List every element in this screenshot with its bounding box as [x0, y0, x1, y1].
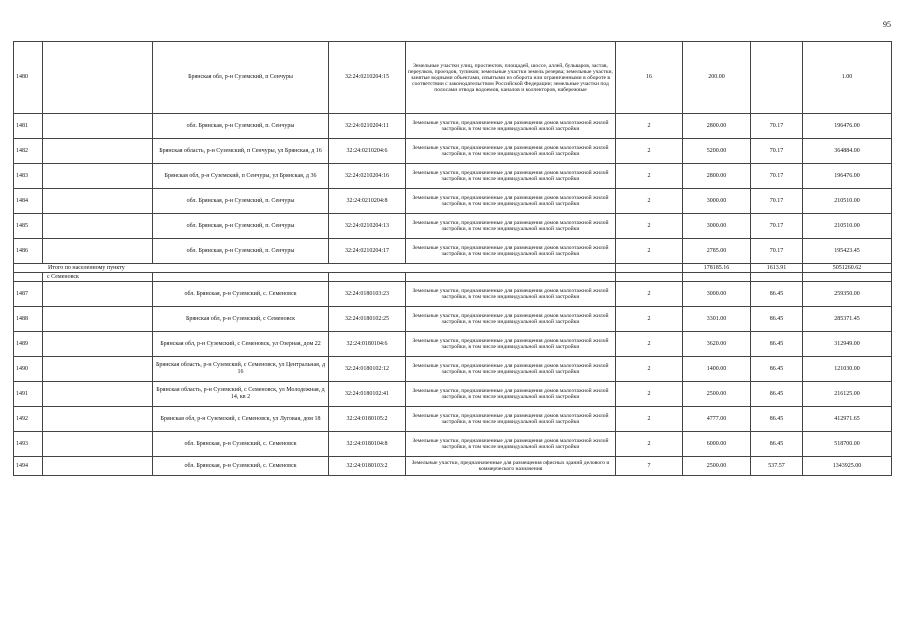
row-group: 2	[616, 357, 683, 382]
row-area: 4777.00	[683, 407, 751, 432]
row-address: Брянская обл, р-н Суземский, с Семеновск, ул Озерная, дом 22	[153, 332, 329, 357]
row-group: 2	[616, 432, 683, 457]
row-cadastral-number: 32:24:0180102:41	[329, 382, 406, 407]
table-row	[14, 457, 892, 476]
row-land-purpose: Земельные участки, предназначенные для размещения офисных зданий делового и коммерческого назначения	[406, 457, 616, 476]
total-rate: 1613.91	[751, 264, 803, 273]
row-rate: 70.17	[751, 239, 803, 264]
row-spacer	[43, 42, 153, 114]
row-area: 3000.00	[683, 282, 751, 307]
row-rate: 70.17	[751, 214, 803, 239]
table-body-total	[14, 264, 892, 282]
row-land-purpose: Земельные участки, предназначенные для размещения домов малоэтажной жилой застройки, в том числе индивидуальной жилой застройки	[406, 332, 616, 357]
row-address: обл. Брянская, р-н Суземский, п. Сенчуры	[153, 239, 329, 264]
row-land-purpose: Земельные участки, предназначенные для размещения домов малоэтажной жилой застройки, в том числе индивидуальной жилой застройки	[406, 432, 616, 457]
row-cadastral-number: 32:24:0210204:15	[329, 42, 406, 114]
row-number: 1484	[14, 189, 43, 214]
row-area: 2800.00	[683, 114, 751, 139]
row-area: 2500.00	[683, 457, 751, 476]
total-label: Итого по населенному пункту	[14, 264, 616, 273]
table-row	[14, 239, 892, 264]
row-number: 1487	[14, 282, 43, 307]
row-number: 1488	[14, 307, 43, 332]
row-area: 3000.00	[683, 214, 751, 239]
row-group: 7	[616, 457, 683, 476]
row-spacer	[43, 432, 153, 457]
row-area: 2500.00	[683, 382, 751, 407]
row-address: обл. Брянская, р-н Суземский, с. Семеновск	[153, 432, 329, 457]
row-rate: 86.45	[751, 307, 803, 332]
row-address: Брянская обл, р-н Суземский, п Сенчуры, ул Брянская, д 36	[153, 164, 329, 189]
table-row	[14, 382, 892, 407]
section-spacer	[14, 273, 43, 282]
row-number: 1492	[14, 407, 43, 432]
row-spacer	[43, 457, 153, 476]
row-address: обл. Брянская, р-н Суземский, с. Семеновск	[153, 457, 329, 476]
row-area: 3620.00	[683, 332, 751, 357]
row-group: 2	[616, 139, 683, 164]
row-land-purpose: Земельные участки, предназначенные для размещения домов малоэтажной жилой застройки, в том числе индивидуальной жилой застройки	[406, 239, 616, 264]
row-value: 210510.00	[803, 214, 892, 239]
row-rate: 70.17	[751, 139, 803, 164]
row-address: обл. Брянская, р-н Суземский, п. Сенчуры	[153, 189, 329, 214]
row-cadastral-number: 32:24:0180103:23	[329, 282, 406, 307]
row-number: 1480	[14, 42, 43, 114]
row-value: 518700.00	[803, 432, 892, 457]
row-area: 2800.00	[683, 164, 751, 189]
row-number: 1486	[14, 239, 43, 264]
row-area: 5200.00	[683, 139, 751, 164]
row-address: Брянская обл, р-н Суземский, с Семеновск	[153, 307, 329, 332]
row-value: 1.00	[803, 42, 892, 114]
row-spacer	[43, 307, 153, 332]
total-value: 5051260.62	[803, 264, 892, 273]
row-rate: 70.17	[751, 189, 803, 214]
row-cadastral-number: 32:24:0210204:11	[329, 114, 406, 139]
row-cadastral-number: 32:24:0210204:17	[329, 239, 406, 264]
table-row	[14, 282, 892, 307]
table-body-b	[14, 282, 892, 476]
row-rate: 70.17	[751, 114, 803, 139]
row-group: 2	[616, 214, 683, 239]
table-row	[14, 189, 892, 214]
row-rate: 86.45	[751, 282, 803, 307]
row-value: 1343925.00	[803, 457, 892, 476]
row-address: Брянская область, р-н Суземский, п Сенчуры, ул Брянская, д 16	[153, 139, 329, 164]
row-spacer	[43, 239, 153, 264]
row-value: 312949.00	[803, 332, 892, 357]
row-value: 195423.45	[803, 239, 892, 264]
row-value: 364884.00	[803, 139, 892, 164]
row-address: обл. Брянская, р-н Суземский, п. Сенчуры	[153, 114, 329, 139]
row-number: 1491	[14, 382, 43, 407]
row-number: 1489	[14, 332, 43, 357]
table-body-a	[14, 42, 892, 264]
row-land-purpose: Земельные участки, предназначенные для размещения домов малоэтажной жилой застройки, в том числе индивидуальной жилой застройки	[406, 114, 616, 139]
row-spacer	[43, 189, 153, 214]
page-number: 95	[883, 20, 891, 29]
row-spacer	[43, 332, 153, 357]
row-group: 2	[616, 114, 683, 139]
row-cadastral-number: 32:24:0210204:16	[329, 164, 406, 189]
table-row	[14, 357, 892, 382]
row-land-purpose: Земельные участки, предназначенные для размещения домов малоэтажной жилой застройки, в том числе индивидуальной жилой застройки	[406, 164, 616, 189]
row-cadastral-number: 32:24:0180102:12	[329, 357, 406, 382]
row-area: 6000.00	[683, 432, 751, 457]
row-cadastral-number: 32:24:0210204:6	[329, 139, 406, 164]
row-spacer	[43, 139, 153, 164]
row-cadastral-number: 32:24:0210204:8	[329, 189, 406, 214]
row-number: 1481	[14, 114, 43, 139]
row-number: 1493	[14, 432, 43, 457]
row-value: 121030.00	[803, 357, 892, 382]
table-row	[14, 114, 892, 139]
row-rate	[751, 42, 803, 114]
row-value: 412971.65	[803, 407, 892, 432]
land-registry-table	[13, 41, 892, 476]
row-address: Брянская обл, р-н Суземский, с Семеновск, ул Луговая, дом 18	[153, 407, 329, 432]
row-address: Брянская область, р-н Суземский, с Семеновск, ул Молодежная, д 14, кв 2	[153, 382, 329, 407]
section-row	[14, 273, 892, 282]
row-group: 2	[616, 382, 683, 407]
row-land-purpose: Земельные участки, предназначенные для размещения домов малоэтажной жилой застройки, в том числе индивидуальной жилой застройки	[406, 282, 616, 307]
row-address: обл. Брянская, р-н Суземский, п. Сенчуры	[153, 214, 329, 239]
row-number: 1494	[14, 457, 43, 476]
row-land-purpose: Земельные участки, предназначенные для размещения домов малоэтажной жилой застройки, в том числе индивидуальной жилой застройки	[406, 214, 616, 239]
row-land-purpose: Земельные участки, предназначенные для размещения домов малоэтажной жилой застройки, в том числе индивидуальной жилой застройки	[406, 307, 616, 332]
section-label: с Семеновск	[43, 273, 153, 282]
row-cadastral-number: 32:24:0210204:13	[329, 214, 406, 239]
row-land-purpose: Земельные участки, предназначенные для размещения домов малоэтажной жилой застройки, в том числе индивидуальной жилой застройки	[406, 357, 616, 382]
table-row	[14, 307, 892, 332]
row-area: 1400.00	[683, 357, 751, 382]
table-row	[14, 139, 892, 164]
row-number: 1485	[14, 214, 43, 239]
row-spacer	[43, 357, 153, 382]
table-row	[14, 214, 892, 239]
row-group: 16	[616, 42, 683, 114]
row-spacer	[43, 282, 153, 307]
table-row	[14, 164, 892, 189]
row-cadastral-number: 32:24:0180104:6	[329, 332, 406, 357]
row-rate: 70.17	[751, 164, 803, 189]
row-spacer	[43, 114, 153, 139]
row-area: 200.00	[683, 42, 751, 114]
row-group: 2	[616, 164, 683, 189]
table-row	[14, 407, 892, 432]
row-address: Брянская обл, р-н Суземский, п Сенчуры	[153, 42, 329, 114]
row-area: 3301.00	[683, 307, 751, 332]
total-group	[616, 264, 683, 273]
row-rate: 86.45	[751, 382, 803, 407]
row-rate: 86.45	[751, 332, 803, 357]
row-land-purpose: Земельные участки, предназначенные для размещения домов малоэтажной жилой застройки, в том числе индивидуальной жилой застройки	[406, 407, 616, 432]
row-land-purpose: Земельные участки, предназначенные для размещения домов малоэтажной жилой застройки, в том числе индивидуальной жилой застройки	[406, 189, 616, 214]
row-spacer	[43, 214, 153, 239]
table-row	[14, 42, 892, 114]
row-address: Брянская область, р-н Суземский, с Семеновск, ул Центральная, д 16	[153, 357, 329, 382]
row-rate: 86.45	[751, 357, 803, 382]
row-cadastral-number: 32:24:0180104:8	[329, 432, 406, 457]
row-cadastral-number: 32:24:0180105:2	[329, 407, 406, 432]
total-area: 178185.16	[683, 264, 751, 273]
row-land-purpose: Земельные участки улиц, проспектов, площадей, шоссе, аллей, бульваров, застав, переулков, проездов, тупиков; земельные участки земель резерва; земельные участки, занятые водными объектами, изъятыми из оборота или ограниченными в обороте в соответствии с законодательством Российской Федерации; земельные участки под полосами отвода водоемов, каналов и коллекторов, набережные	[406, 42, 616, 114]
row-spacer	[43, 164, 153, 189]
row-number: 1483	[14, 164, 43, 189]
row-address: обл. Брянская, р-н Суземский, с. Семеновск	[153, 282, 329, 307]
row-value: 285371.45	[803, 307, 892, 332]
row-rate: 86.45	[751, 407, 803, 432]
row-number: 1490	[14, 357, 43, 382]
row-cadastral-number: 32:24:0180103:2	[329, 457, 406, 476]
table-row	[14, 332, 892, 357]
row-number: 1482	[14, 139, 43, 164]
row-value: 259350.00	[803, 282, 892, 307]
row-cadastral-number: 32:24:0180102:25	[329, 307, 406, 332]
row-rate: 537.57	[751, 457, 803, 476]
row-value: 210510.00	[803, 189, 892, 214]
row-spacer	[43, 407, 153, 432]
row-group: 2	[616, 239, 683, 264]
row-rate: 86.45	[751, 432, 803, 457]
row-group: 2	[616, 282, 683, 307]
row-value: 216125.00	[803, 382, 892, 407]
row-area: 3000.00	[683, 189, 751, 214]
row-group: 2	[616, 189, 683, 214]
row-land-purpose: Земельные участки, предназначенные для размещения домов малоэтажной жилой застройки, в том числе индивидуальной жилой застройки	[406, 139, 616, 164]
row-land-purpose: Земельные участки, предназначенные для размещения домов малоэтажной жилой застройки, в том числе индивидуальной жилой застройки	[406, 382, 616, 407]
row-group: 2	[616, 307, 683, 332]
row-value: 196476.00	[803, 114, 892, 139]
row-area: 2785.00	[683, 239, 751, 264]
total-row	[14, 264, 892, 273]
row-spacer	[43, 382, 153, 407]
row-group: 2	[616, 332, 683, 357]
row-group: 2	[616, 407, 683, 432]
table-row	[14, 432, 892, 457]
row-value: 196476.00	[803, 164, 892, 189]
